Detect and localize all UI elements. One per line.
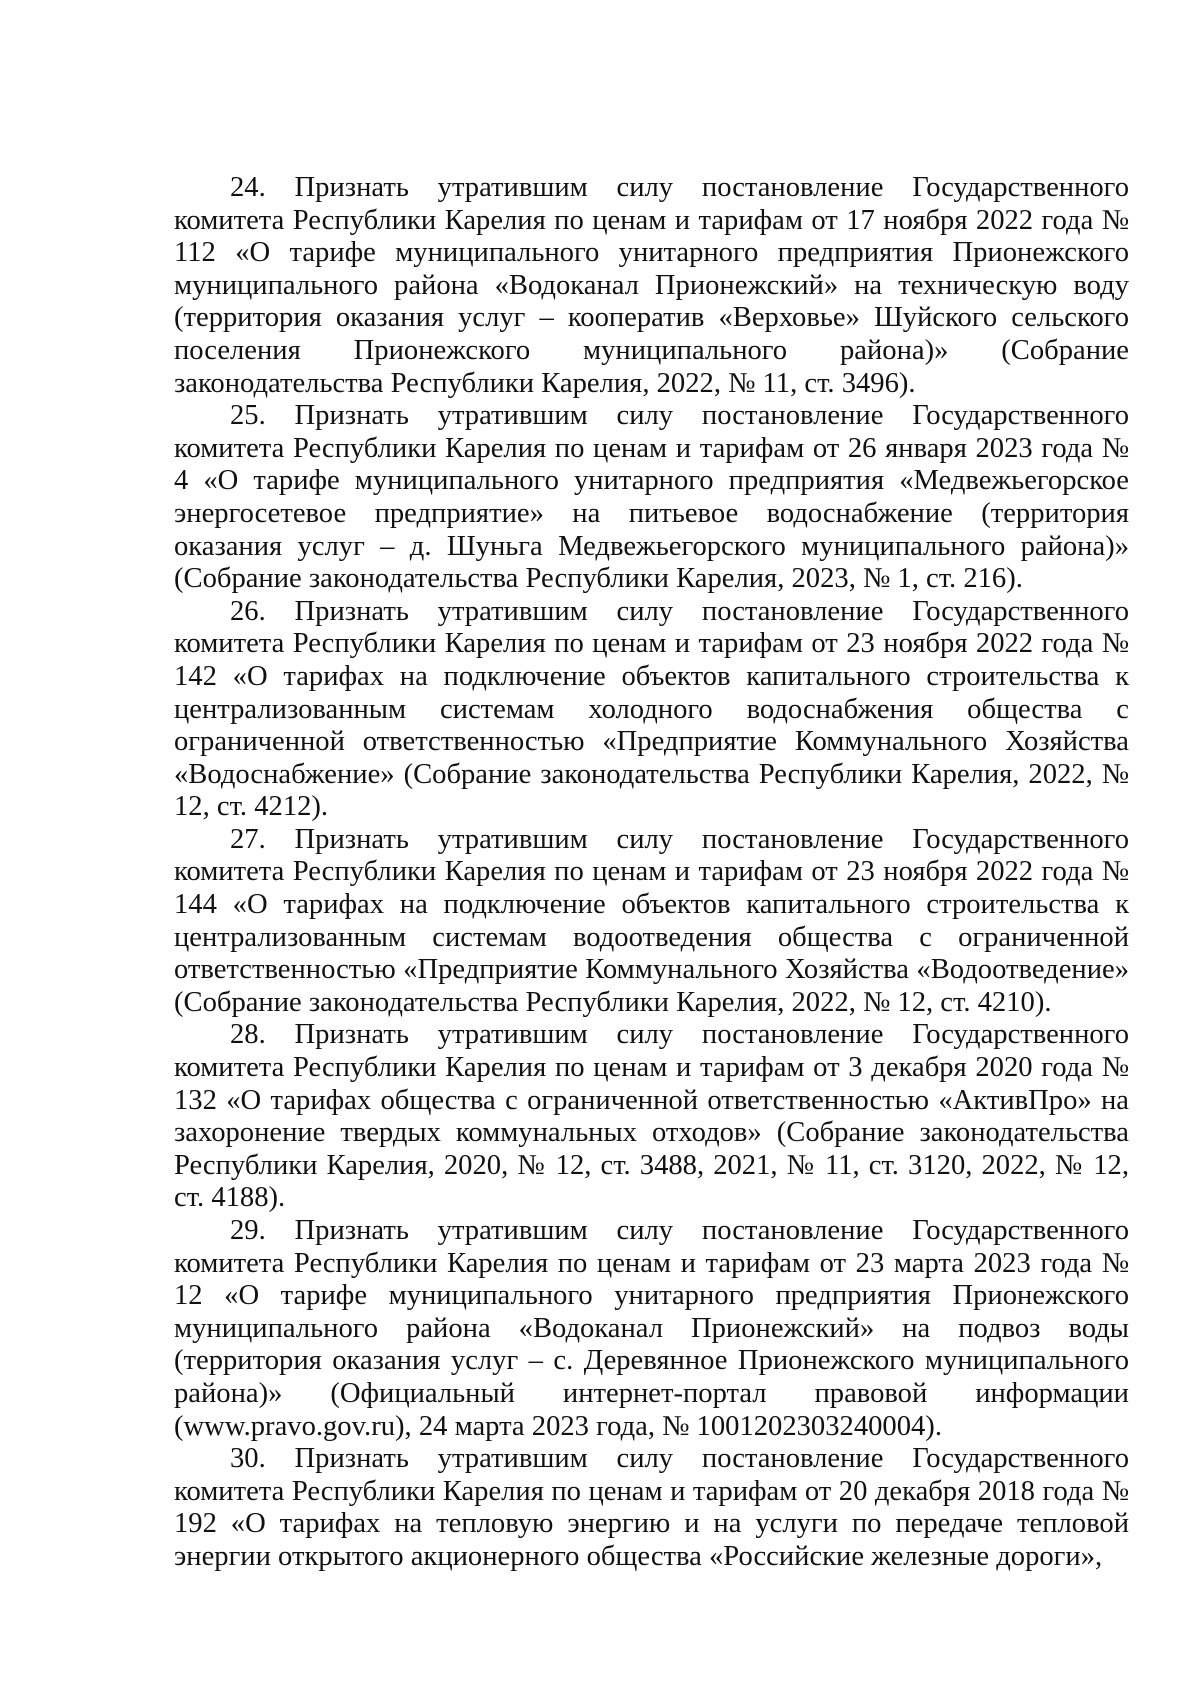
paragraph-25: 25. Признать утратившим силу постановление Государственного комитета Республики Карелия по ценам и тарифам от 26 января 2023 года № 4 «О тарифе муниципального унитарного предприятия «Медвежьегорское энергосетевое предприятие» на питьевое водоснабжение (территория оказания услуг – д. Шуньга Медвежьегорского муниципального района)» (Собрание законодательства Республики Карелия, 2023, № 1, ст. 216). [174,400,1129,595]
paragraph-28: 28. Признать утратившим силу постановление Государственного комитета Республики Карелия по ценам и тарифам от 3 декабря 2020 года № 132 «О тарифах общества с ограниченной ответственностью «АктивПро» на захоронение твердых коммунальных отходов» (Собрание законодательства Республики Карелия, 2020, № 12, ст. 3488, 2021, № 11, ст. 3120, 2022, № 12, ст. 4188). [174,1019,1129,1214]
paragraph-29: 29. Признать утратившим силу постановление Государственного комитета Республики Карелия по ценам и тарифам от 23 марта 2023 года № 12 «О тарифе муниципального унитарного предприятия Прионежского муниципального района «Водоканал Прионежский» на подвоз воды (территория оказания услуг – с. Деревянное Прионежского муниципального района)» (Официальный интернет-портал правовой информации (www.pravo.gov.ru), 24 марта 2023 года, № 1001202303240004). [174,1215,1129,1442]
paragraph-30: 30. Признать утратившим силу постановление Государственного комитета Республики Карелия по ценам и тарифам от 20 декабря 2018 года № 192 «О тарифах на тепловую энергию и на услуги по передаче тепловой энергии открытого акционерного общества «Российские железные дороги», [174,1443,1129,1572]
paragraph-26: 26. Признать утратившим силу постановление Государственного комитета Республики Карелия по ценам и тарифам от 23 ноября 2022 года № 142 «О тарифах на подключение объектов капитального строительства к централизованным системам холодного водоснабжения общества с ограниченной ответственностью «Предприятие Коммунального Хозяйства «Водоснабжение» (Собрание законодательства Республики Карелия, 2022, № 12, ст. 4212). [174,595,1129,823]
paragraph-27: 27. Признать утратившим силу постановление Государственного комитета Республики Карелия по ценам и тарифам от 23 ноября 2022 года № 144 «О тарифах на подключение объектов капитального строительства к централизованным системам водоотведения общества с ограниченной ответственностью «Предприятие Коммунального Хозяйства «Водоотведение» (Собрание законодательства Республики Карелия, 2022, № 12, ст. 4210). [174,823,1129,1018]
paragraph-24: 24. Признать утратившим силу постановление Государственного комитета Республики Карелия по ценам и тарифам от 17 ноября 2022 года № 112 «О тарифе муниципального унитарного предприятия Прионежского муниципального района «Водоканал Прионежский» на техническую воду (территория оказания услуг – кооператив «Верховье» Шуйского сельского поселения Прионежского муниципального района)» (Собрание законодательства Республики Карелия, 2022, № 11, ст. 3496). [174,172,1129,399]
document-body [174,172,1129,1574]
